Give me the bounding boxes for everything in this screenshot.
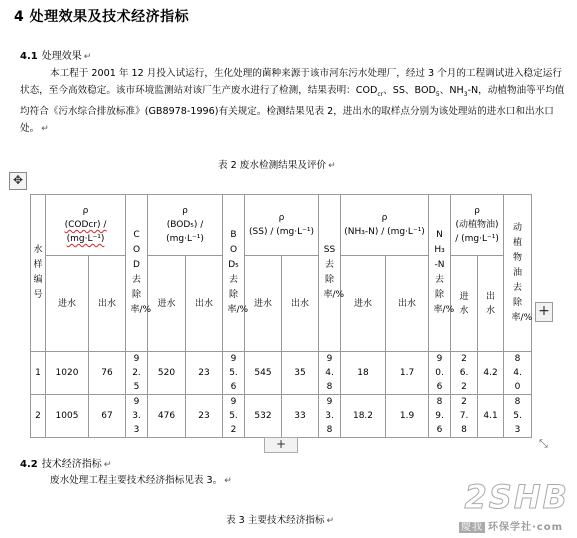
paragraph-mark-icon: ↵ bbox=[83, 52, 92, 62]
subheader-bod-out: 出水 bbox=[186, 256, 223, 352]
header-ss: ρ (SS) / (mg·L⁻¹) bbox=[245, 195, 319, 256]
paragraph-mark-icon: ↵ bbox=[103, 460, 112, 470]
cell-nh-removal: 90.6 bbox=[429, 352, 451, 395]
subheader-bod-in: 进水 bbox=[148, 256, 186, 352]
cell-oil-out: 4.2 bbox=[478, 352, 504, 395]
para1-text-4: -N，动植物油等平均值均符合《污水综合排放标准》(GB8978-1996)有关规定。检测结果见表 2，进出水的取样点分别为该处理站的进水口和出水口处。 bbox=[20, 85, 565, 134]
cell-ss-out: 33 bbox=[282, 395, 319, 438]
add-row-button[interactable]: + bbox=[264, 437, 298, 453]
subheader-nh-out: 出水 bbox=[386, 256, 429, 352]
add-column-button[interactable]: + bbox=[535, 302, 553, 322]
cell-ss-removal: 94.8 bbox=[319, 352, 341, 395]
cell-nh-out: 1.7 bbox=[386, 352, 429, 395]
table-row bbox=[31, 395, 532, 438]
table3-caption bbox=[226, 512, 334, 526]
cell-nh-in: 18 bbox=[341, 352, 386, 395]
cell-nh-out: 1.9 bbox=[386, 395, 429, 438]
subheader-cod-out: 出水 bbox=[89, 256, 126, 352]
section-title: 技术经济指标 bbox=[41, 459, 102, 470]
cell-bod-out: 23 bbox=[186, 395, 223, 438]
cell-oil-removal: 84.0 bbox=[504, 352, 532, 395]
watermark-site bbox=[459, 518, 563, 533]
cell-cod-removal: 92.5 bbox=[126, 352, 148, 395]
header-nh3n: ρ (NH₃-N) / (mg·L⁻¹) bbox=[341, 195, 429, 256]
table-row bbox=[31, 352, 532, 395]
para1-text-3: 、NH bbox=[439, 85, 464, 96]
header-bod: ρ (BOD₅) / (mg·L⁻¹) bbox=[148, 195, 223, 256]
section-number: 4.1 bbox=[20, 51, 38, 62]
cell-oil-removal: 85.3 bbox=[504, 395, 532, 438]
table-wastewater-results bbox=[30, 194, 532, 438]
cell-sample-id: 2 bbox=[31, 395, 46, 438]
section-number: 4.2 bbox=[20, 459, 38, 470]
header-nh3n-removal: NH₃-N去除率/% bbox=[429, 195, 451, 352]
para2-text: 废水处理工程主要技术经济指标见表 3。 bbox=[50, 475, 223, 486]
table3-caption-text: 表 3 主要技术经济指标 bbox=[226, 515, 325, 526]
table2-caption-text: 表 2 废水检测结果及评价 bbox=[218, 160, 327, 171]
table-move-handle-icon[interactable]: ✥ bbox=[9, 172, 27, 190]
cell-bod-removal: 95.2 bbox=[223, 395, 245, 438]
nh-subscript: 3 bbox=[463, 90, 468, 98]
cell-ss-in: 545 bbox=[245, 352, 282, 395]
bod-subscript: 5 bbox=[435, 90, 440, 98]
header-bod-removal: BOD₅去除率/% bbox=[223, 195, 245, 352]
cell-bod-out: 23 bbox=[186, 352, 223, 395]
paragraph-mark-icon: ↵ bbox=[224, 476, 232, 486]
cell-nh-removal: 89.6 bbox=[429, 395, 451, 438]
cell-cod-in: 1005 bbox=[46, 395, 89, 438]
cell-bod-removal: 95.6 bbox=[223, 352, 245, 395]
cell-oil-out: 4.1 bbox=[478, 395, 504, 438]
header-cod: ρ (CODcr) / (mg·L⁻¹) bbox=[46, 195, 126, 256]
subheader-ss-in: 进水 bbox=[245, 256, 282, 352]
cell-oil-in: 27.8 bbox=[451, 395, 478, 438]
header-ss-removal: SS去除率/% bbox=[319, 195, 341, 352]
cell-sample-id: 1 bbox=[31, 352, 46, 395]
header-oil: ρ (动植物油) / (mg·L⁻¹) bbox=[451, 195, 504, 256]
paragraph-mark-icon: ↵ bbox=[328, 161, 336, 171]
cell-oil-in: 26.2 bbox=[451, 352, 478, 395]
section-title: 处理效果 bbox=[41, 51, 82, 62]
header-cod-removal: COD去除率/% bbox=[126, 195, 148, 352]
subheader-ss-out: 出水 bbox=[282, 256, 319, 352]
header-sample-id: 水样编号 bbox=[31, 195, 46, 352]
cell-ss-out: 35 bbox=[282, 352, 319, 395]
paragraph-mark-icon: ↵ bbox=[41, 123, 49, 134]
subheader-nh-in: 进水 bbox=[341, 256, 386, 352]
subheader-oil-out: 出水 bbox=[478, 256, 504, 352]
table-resize-icon[interactable]: ⤡ bbox=[539, 437, 548, 450]
subheader-cod-in: 进水 bbox=[46, 256, 89, 352]
cell-cod-removal: 93.3 bbox=[126, 395, 148, 438]
cell-cod-out: 67 bbox=[89, 395, 126, 438]
section-heading-4-2 bbox=[20, 455, 111, 470]
para1-text-2: 、SS、BOD bbox=[383, 85, 436, 96]
paragraph-mark-icon: ↵ bbox=[326, 516, 335, 526]
cell-ss-removal: 93.8 bbox=[319, 395, 341, 438]
cell-bod-in: 476 bbox=[148, 395, 186, 438]
page-heading: 4 处理效果及技术经济指标 bbox=[14, 9, 190, 25]
section-heading-4-1 bbox=[20, 47, 91, 62]
para1-text: 本工程于 2001 年 12 月投入试运行，生化处理的菌种来源于该市河东污水处理厂，经过 3 个月的工程调试进入稳定运行状态，至今高效稳定。该市环境监测站对该厂生产废水进行了检测，结果表明：COD bbox=[20, 68, 562, 96]
watermark-logo: 2SHB bbox=[464, 478, 569, 516]
subheader-oil-in: 进水 bbox=[451, 256, 478, 352]
cod-subscript: cr bbox=[377, 90, 384, 98]
header-oil-removal: 动植物油去除率/% bbox=[504, 195, 532, 352]
cell-cod-in: 1020 bbox=[46, 352, 89, 395]
cell-ss-in: 532 bbox=[245, 395, 282, 438]
cell-nh-in: 18.2 bbox=[341, 395, 386, 438]
paragraph-treatment-results bbox=[20, 65, 568, 138]
cell-cod-out: 76 bbox=[89, 352, 126, 395]
table2-caption bbox=[218, 157, 336, 171]
watermark-site-text: 环保学社·com bbox=[487, 522, 563, 533]
watermark-tag: 慶我 bbox=[460, 522, 483, 533]
cell-bod-in: 520 bbox=[148, 352, 186, 395]
